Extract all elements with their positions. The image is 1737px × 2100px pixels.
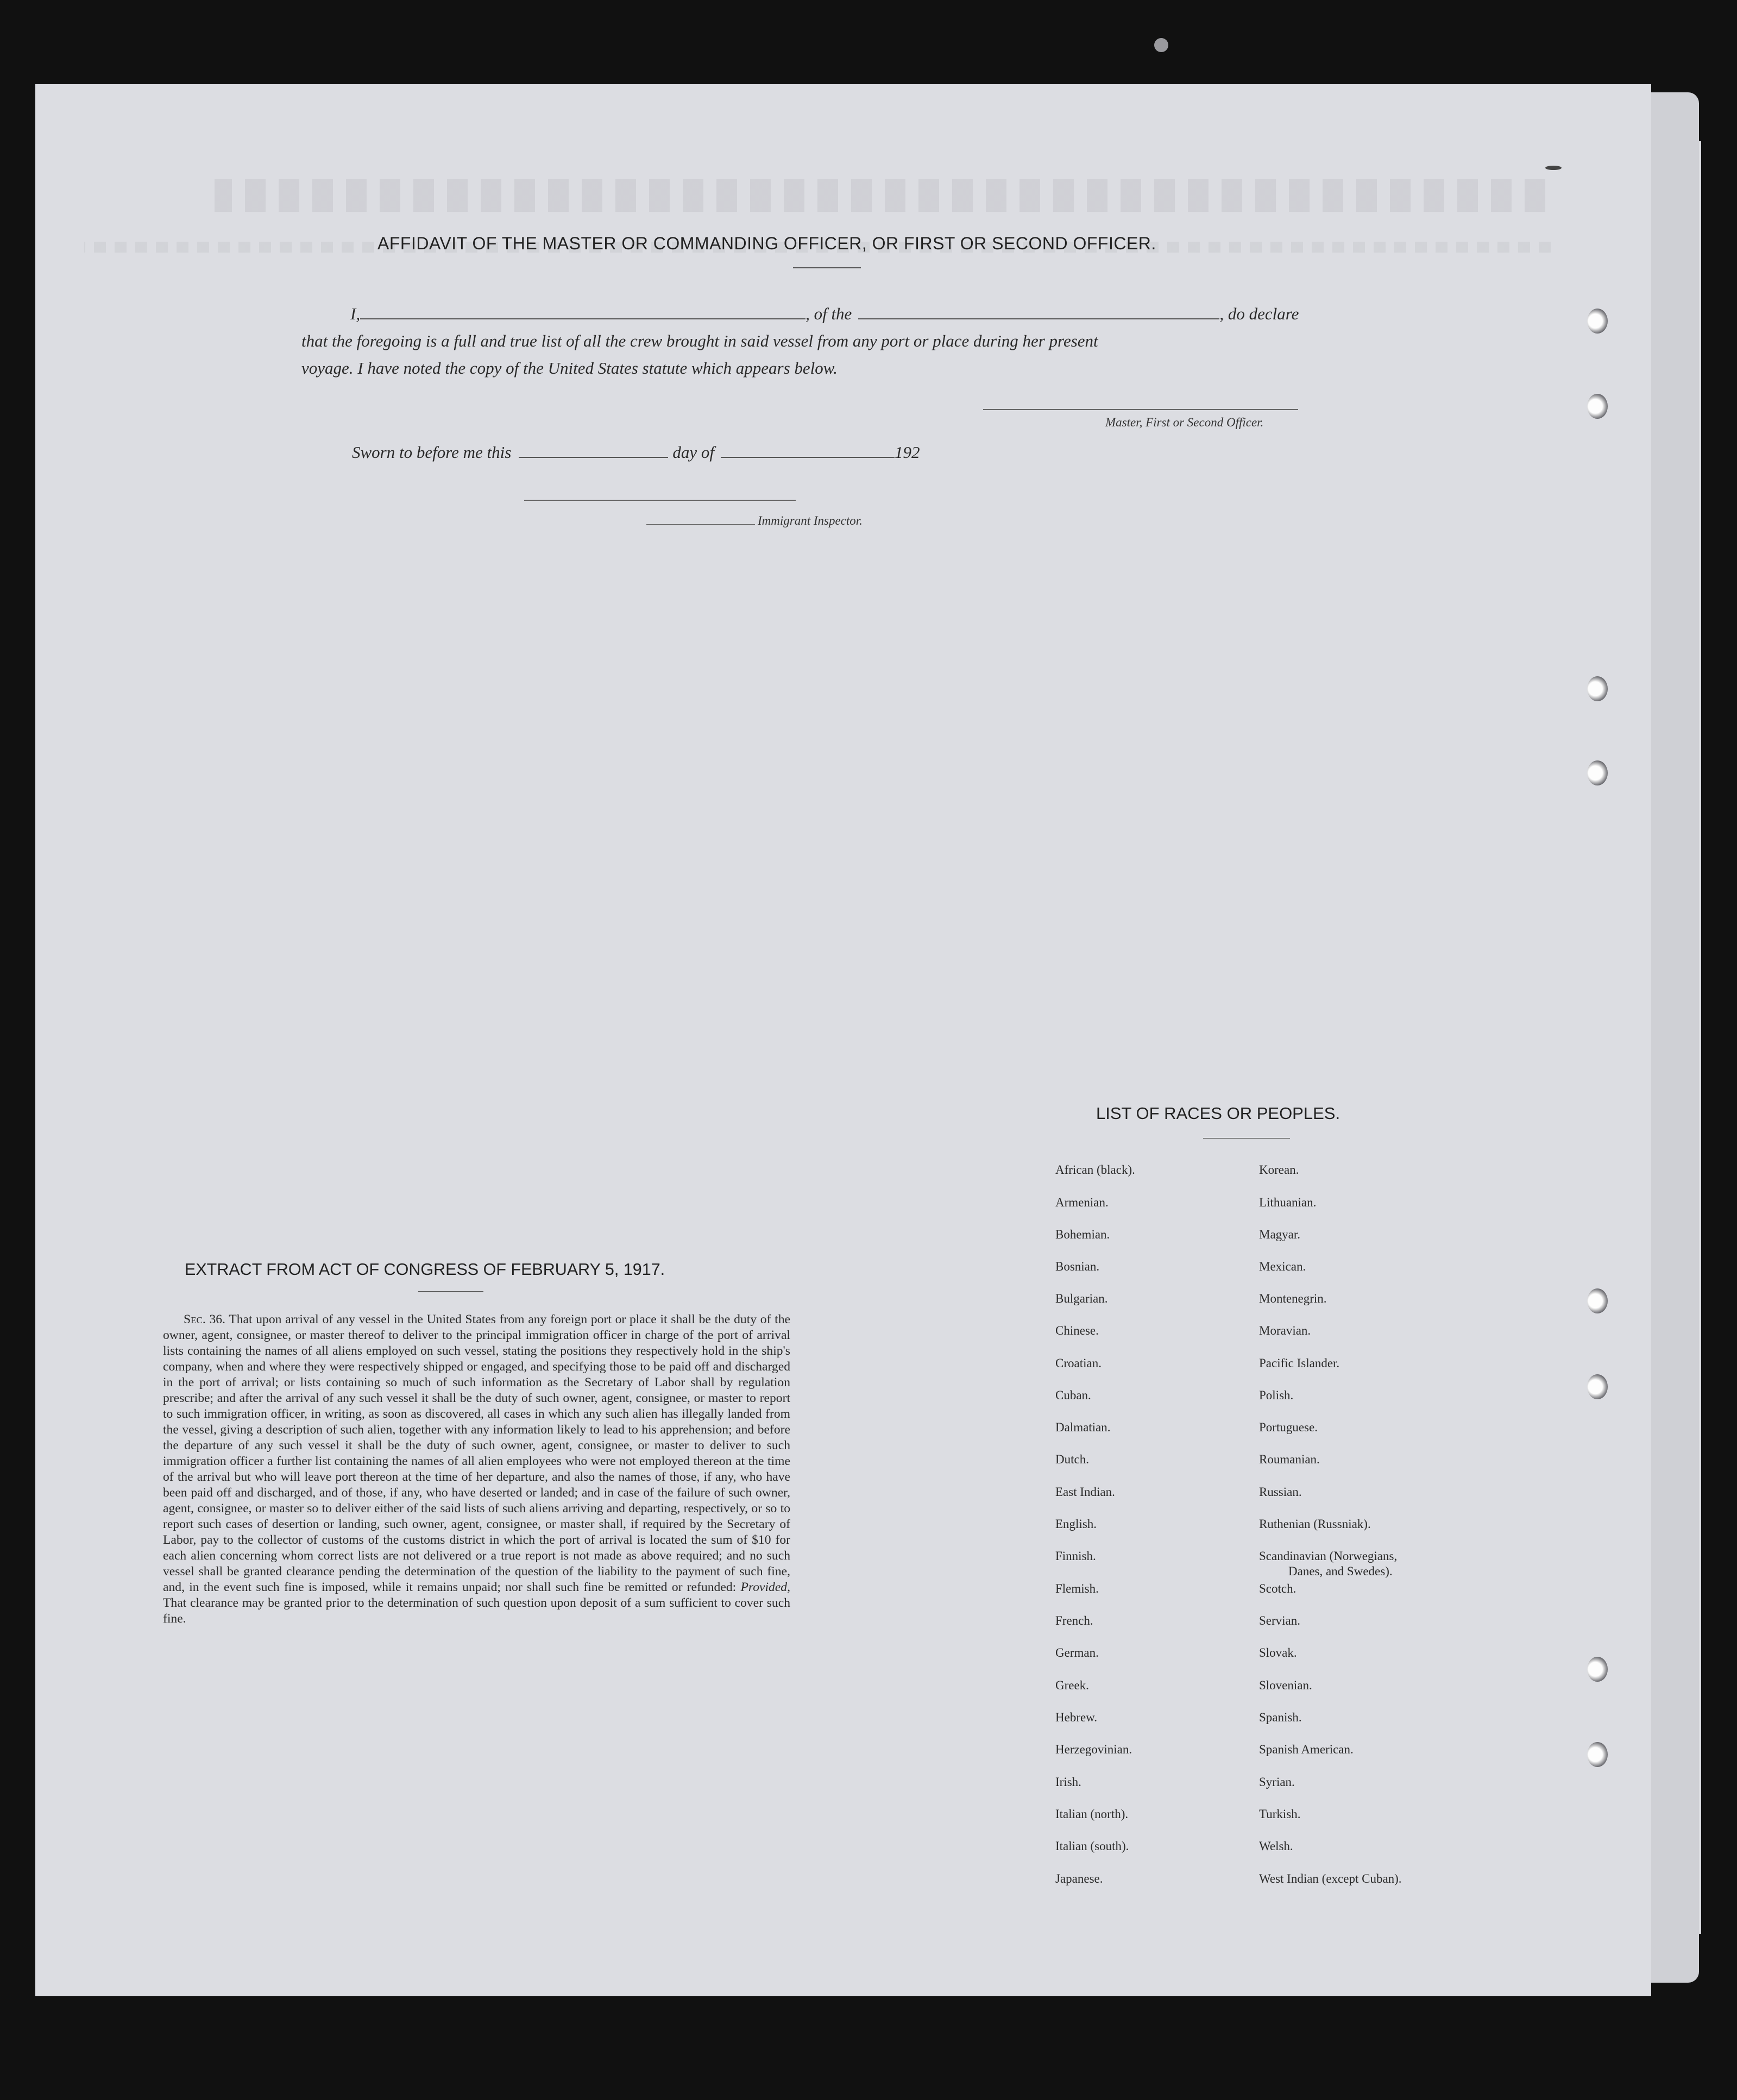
extract-heading-rule — [418, 1291, 483, 1292]
declaration-line-3: voyage. I have noted the copy of the United States statute which appears below. — [301, 359, 838, 378]
race-item: Spanish. — [1259, 1711, 1302, 1724]
races-heading: LIST OF RACES OR PEOPLES. — [1096, 1104, 1340, 1123]
race-item: Irish. — [1055, 1775, 1081, 1789]
race-item: Slovak. — [1259, 1646, 1297, 1659]
race-item-continued: Danes, and Swedes). — [1288, 1564, 1393, 1578]
punch-hole-icon — [1587, 1288, 1608, 1313]
extract-heading: EXTRACT FROM ACT OF CONGRESS OF FEBRUARY 5, 1917. — [185, 1260, 665, 1279]
section-label: Sec. 36. — [184, 1312, 225, 1326]
affidavit-heading: AFFIDAVIT OF THE MASTER OR COMMANDING OFFICER, OR FIRST OR SECOND OFFICER. — [377, 234, 1156, 253]
race-item: African (black). — [1055, 1163, 1135, 1177]
declarant-name-field[interactable] — [360, 318, 805, 319]
race-item: Portuguese. — [1259, 1420, 1318, 1434]
race-item: Scotch. — [1259, 1582, 1297, 1595]
punch-hole-icon — [1587, 1742, 1608, 1767]
race-item: Pacific Islander. — [1259, 1356, 1340, 1370]
race-item: Montenegrin. — [1259, 1292, 1327, 1305]
race-item: West Indian (except Cuban). — [1259, 1872, 1402, 1885]
race-item: Italian (north). — [1055, 1807, 1129, 1821]
section-text: That upon arrival of any vessel in the United States from any foreign port or place it shall be the duty of the owner, agent, consignee, or master thereof to deliver to the principal immigration officer in charge of the port of arrival lists containing the names of all aliens employed on such vessel, stating the positions they respectively hold in the ship's company, when and where they were respectively shipped or engaged, and specifying those to be paid off and discharged in the port of arrival; or lists containing so much of such information as the Secretary of Labor shall by regulation prescribe; and after the arrival of any such vessel it shall be the duty of such owner, agent, consignee, or master to report to such immigration officer, in writing, as soon as discovered, all cases in which any such alien has illegally landed from the vessel, giving a description of such alien, together with any information likely to lead to his apprehension; and before the departure of any such vessel it shall be the duty of such owner, agent, consignee, or master to deliver to such immigration officer a further list containing the names of all alien employees who were not employed thereon at the time of the arrival but who will leave port thereon at the time of her departure, and also the names of those, if any, who have been paid off and discharged, and of those, if any, who have deserted or landed; and in case of the failure of such owner, agent, consignee, or master so to deliver either of the said lists of such aliens arriving and departing, respectively, or so to report such cases of desertion or landing, such owner, agent, consignee, or master shall, if required by the Secretary of Labor, pay to the collector of customs of the customs district in which the port of arrival is located the sum of $10 for each alien concerning whom correct lists are not delivered or a true report is not made as above required; and no such vessel shall be granted clearance pending the determination of the question of the liability to the payment of such fine, and, in the event such fine is imposed, while it remains unpaid; nor shall such fine be remitted or refunded: — [163, 1312, 790, 1594]
inspector-caption-rule — [646, 524, 755, 525]
proviso-label: Provided, — [740, 1580, 790, 1594]
inspector-caption: Immigrant Inspector. — [758, 514, 863, 527]
race-item: Flemish. — [1055, 1582, 1099, 1595]
race-item: Magyar. — [1259, 1228, 1301, 1241]
race-item: Moravian. — [1259, 1324, 1311, 1337]
sworn-line — [352, 443, 920, 462]
race-item: Roumanian. — [1259, 1453, 1320, 1466]
master-caption: Master, First or Second Officer. — [1105, 416, 1264, 429]
race-item: Hebrew. — [1055, 1711, 1098, 1724]
extract-body — [163, 1312, 790, 1627]
race-item: Italian (south). — [1055, 1839, 1129, 1853]
race-item: Japanese. — [1055, 1872, 1103, 1885]
race-item: Turkish. — [1259, 1807, 1301, 1821]
scan-mark — [1545, 166, 1562, 170]
declarant-label: I, — [350, 304, 361, 323]
year-label: 192 — [894, 443, 920, 462]
day-of-label: day of — [672, 443, 714, 462]
race-item: Croatian. — [1055, 1356, 1102, 1370]
races-heading-rule — [1203, 1138, 1290, 1139]
race-item: English. — [1055, 1517, 1097, 1531]
inspector-signature-line[interactable] — [524, 500, 796, 501]
master-signature-line[interactable] — [983, 409, 1298, 410]
race-item: Spanish American. — [1259, 1743, 1354, 1756]
race-item: German. — [1055, 1646, 1099, 1659]
race-item: Polish. — [1259, 1388, 1294, 1402]
race-item: Russian. — [1259, 1485, 1302, 1499]
race-item: Dutch. — [1055, 1453, 1089, 1466]
sworn-month-field[interactable] — [721, 457, 895, 458]
race-item: Greek. — [1055, 1678, 1089, 1692]
race-item: Slovenian. — [1259, 1678, 1312, 1692]
race-item: East Indian. — [1055, 1485, 1115, 1499]
bleed-through-heading — [215, 179, 1545, 212]
scan-speck — [1154, 38, 1168, 52]
race-item: Armenian. — [1055, 1196, 1109, 1209]
punch-hole-icon — [1587, 1657, 1608, 1682]
proviso-text: That clearance may be granted prior to the determination of such question upon deposit of a sum sufficient to cover such fine. — [163, 1596, 790, 1626]
race-item: Herzegovinian. — [1055, 1743, 1132, 1756]
race-item: Mexican. — [1259, 1260, 1306, 1273]
race-item: Finnish. — [1055, 1549, 1096, 1563]
punch-hole-icon — [1587, 676, 1608, 701]
race-item: Servian. — [1259, 1614, 1301, 1627]
race-item: Bohemian. — [1055, 1228, 1110, 1241]
declaration-line-2: that the foregoing is a full and true list of all the crew brought in said vessel from any port or place during her present — [301, 331, 1098, 350]
race-item: Bulgarian. — [1055, 1292, 1108, 1305]
punch-hole-icon — [1587, 1374, 1608, 1399]
race-item: Syrian. — [1259, 1775, 1295, 1789]
punch-hole-icon — [1587, 309, 1608, 334]
race-item: Scandinavian (Norwegians, — [1259, 1549, 1398, 1563]
race-item: Korean. — [1259, 1163, 1299, 1177]
race-item: Welsh. — [1259, 1839, 1293, 1853]
vessel-label: , of the — [805, 304, 852, 323]
race-item: Lithuanian. — [1259, 1196, 1317, 1209]
declare-label: , do declare — [1219, 304, 1299, 323]
sworn-day-field[interactable] — [519, 457, 668, 458]
vessel-name-field[interactable] — [858, 318, 1219, 319]
race-item: Ruthenian (Russniak). — [1259, 1517, 1371, 1531]
sworn-label: Sworn to before me this — [352, 443, 512, 462]
race-item: Cuban. — [1055, 1388, 1091, 1402]
punch-hole-icon — [1587, 760, 1608, 785]
race-item: Dalmatian. — [1055, 1420, 1111, 1434]
document-page — [35, 84, 1651, 1996]
race-item: Bosnian. — [1055, 1260, 1100, 1273]
race-item: Chinese. — [1055, 1324, 1099, 1337]
affidavit-heading-rule — [793, 267, 861, 268]
declaration-line-1 — [350, 304, 1299, 324]
punch-hole-icon — [1587, 394, 1608, 419]
race-item: French. — [1055, 1614, 1093, 1627]
